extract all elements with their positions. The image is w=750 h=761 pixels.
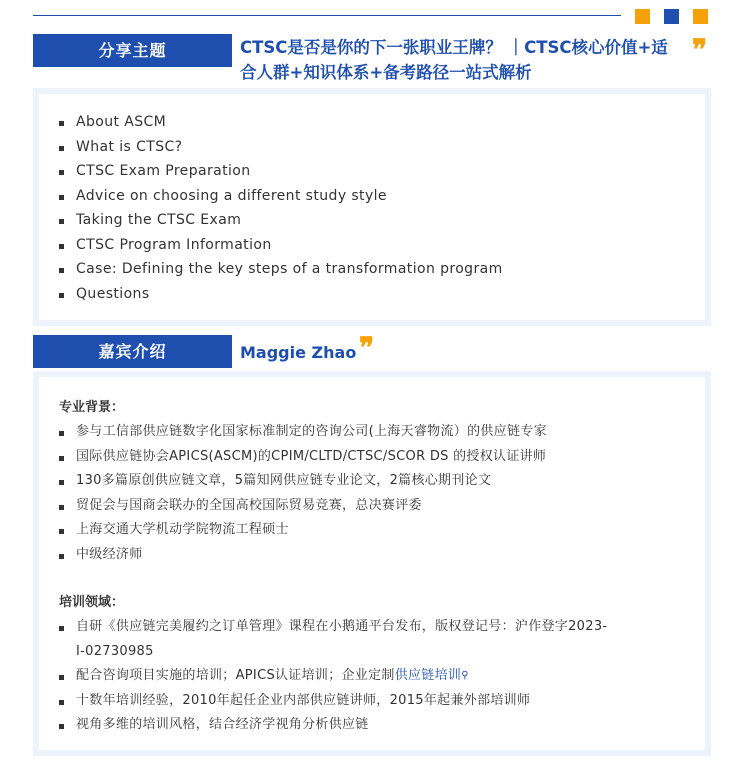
list-item: [59, 615, 705, 664]
agenda-card: [33, 88, 711, 326]
list-item: CTSC Program Information: [59, 233, 705, 258]
orange-square-icon: [693, 9, 708, 24]
list-item: 中级经济师: [59, 543, 705, 568]
list-item: CTSC Exam Preparation: [59, 159, 705, 184]
list-item: 国际供应链协会APICS(ASCM)的CPIM/CLTD/CTSC/SCOR DS 的授权认证讲师: [59, 445, 705, 470]
quote-mark-icon: ❞: [359, 331, 375, 364]
section-label-guest: 嘉宾介绍: [33, 335, 232, 368]
list-item: 130多篇原创供应链文章，5篇知网供应链专业论文，2篇核心期刊论文: [59, 469, 705, 494]
guest-name: Maggie Zhao: [240, 343, 357, 362]
list-item: Taking the CTSC Exam: [59, 208, 705, 233]
list-item: What is CTSC?: [59, 135, 705, 160]
blue-square-icon: [664, 9, 679, 24]
training-item-1-line1: 自研《供应链完美履约之订单管理》课程在小鹅通平台发布，版权登记号：沪作登字2023-: [76, 619, 608, 634]
training-item-1-line2: I-02730985: [76, 643, 154, 659]
topic-title-line1: CTSC是否是你的下一张职业王牌？ ｜CTSC核心价值+适: [240, 38, 668, 57]
supply-chain-training-link[interactable]: 供应链培训: [394, 668, 462, 683]
topic-title: [240, 35, 690, 85]
topic-title-line2: 合人群+知识体系+备考路径一站式解析: [240, 63, 532, 82]
orange-square-icon: [635, 9, 650, 24]
list-item: 十数年培训经验，2010年起任企业内部供应链讲师，2015年起兼外部培训师: [59, 689, 705, 714]
list-item: 视角多维的培训风格，结合经济学视角分析供应链: [59, 713, 705, 738]
agenda-list: [39, 94, 705, 306]
training-list: [39, 615, 705, 738]
search-icon[interactable]: ⚲: [461, 670, 469, 681]
quote-mark-icon: ❞: [692, 33, 708, 66]
background-heading: 专业背景：: [59, 400, 125, 415]
training-item-2-text: 配合咨询项目实施的培训；APICS认证培训；企业定制: [76, 668, 395, 683]
list-item: [59, 664, 705, 689]
guest-card: [33, 371, 711, 756]
training-heading: 培训领域：: [59, 595, 125, 610]
background-list: [39, 420, 705, 567]
header-divider-line: [33, 15, 621, 16]
list-item: About ASCM: [59, 110, 705, 135]
list-item: Questions: [59, 282, 705, 307]
list-item: 上海交通大学机动学院物流工程硕士: [59, 518, 705, 543]
list-item: Case: Defining the key steps of a transformation program: [59, 257, 705, 282]
list-item: 贸促会与国商会联办的全国高校国际贸易竞赛，总决赛评委: [59, 494, 705, 519]
section-label-topic: 分享主题: [33, 34, 232, 67]
list-item: Advice on choosing a different study style: [59, 184, 705, 209]
list-item: 参与工信部供应链数字化国家标准制定的咨询公司(上海天睿物流）的供应链专家: [59, 420, 705, 445]
